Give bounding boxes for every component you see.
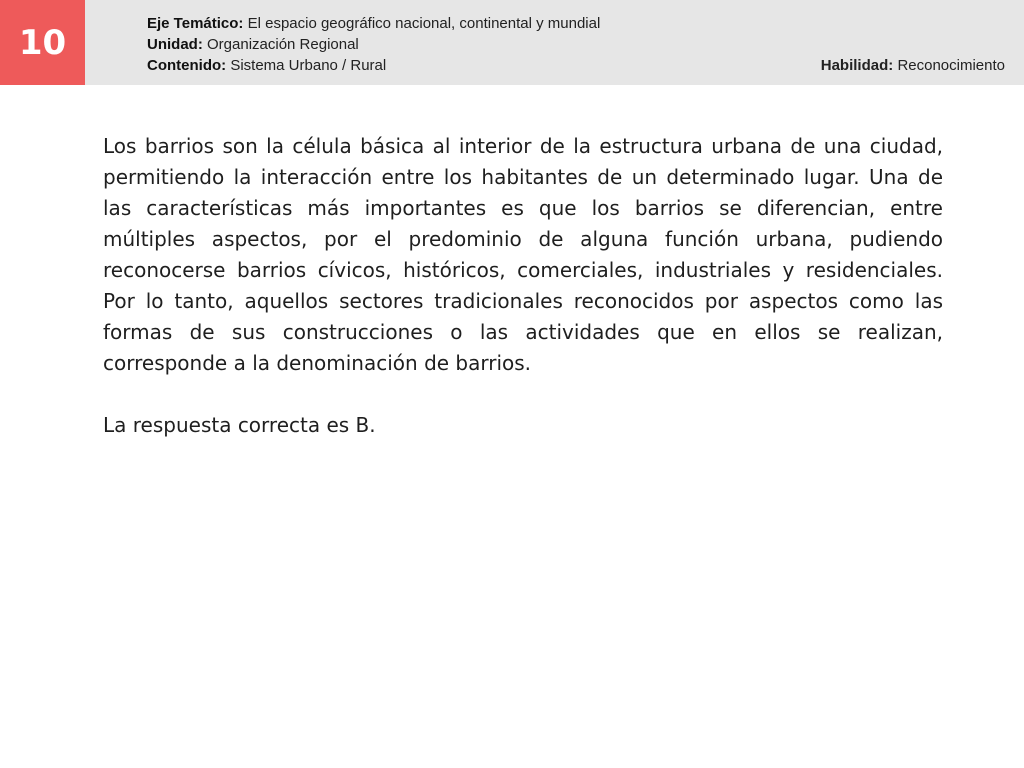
unidad-value: Organización Regional [207,36,359,53]
unidad-label: Unidad: [147,36,203,53]
contenido-value: Sistema Urbano / Rural [230,57,387,74]
main-content [103,131,943,441]
answer-text: La respuesta correcta es B. [103,413,376,437]
habilidad-value: Reconocimiento [897,57,1005,74]
habilidad-label: Habilidad: [820,57,894,74]
header-bar [0,0,1024,85]
explanation-paragraph: Los barrios son la célula básica al interior de la estructura urbana de una ciudad, permitiendo la interacción entre los habitantes de un determinado lugar. Una de las características más importantes es que los barrios se diferencian, entre múltiples aspectos, por el predominio de alguna función urbana, pudiendo reconocerse barrios cívicos, históricos, comerciales, industriales y residenciales. Por lo tanto, aquellos sectores tradicionales reconocidos por aspectos como las formas de sus construcciones o las actividades que en ellos se realizan, corresponde a la denominación de barrios. [103,134,943,375]
eje-tematico-row [147,13,600,34]
header-meta [147,13,600,76]
habilidad-row [821,55,1005,76]
unidad-row [147,34,600,55]
eje-tematico-label: Eje Temático: [147,15,244,32]
contenido-row [147,55,600,76]
contenido-label: Contenido: [147,57,227,74]
question-number-badge: 10 [0,0,85,85]
eje-tematico-value: El espacio geográfico nacional, continental y mundial [247,15,601,32]
